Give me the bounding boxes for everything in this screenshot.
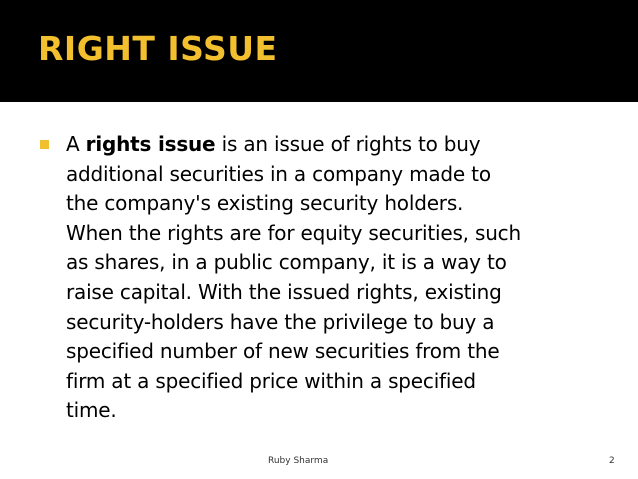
bullet-line: time.	[66, 398, 117, 423]
slide-title: RIGHT ISSUE	[38, 29, 278, 68]
bullet-line: When the rights are for equity securities, such	[66, 220, 521, 245]
bullet-prefix: A	[66, 132, 80, 156]
bullet-line: firm at a specified price within a specified	[66, 368, 476, 393]
bullet-line: as shares, in a public company, it is a way to	[66, 250, 507, 275]
bullet-line-rest: is an issue of rights to buy	[221, 132, 481, 156]
bullet-line: the company's existing security holders.	[66, 191, 464, 216]
square-bullet-icon	[40, 140, 49, 149]
bullet-item	[66, 130, 626, 426]
page-number: 2	[609, 456, 615, 466]
bold-term: rights issue	[85, 132, 216, 156]
footer-author: Ruby Sharma	[268, 456, 329, 466]
bullet-line	[66, 130, 626, 160]
title-bar	[0, 0, 638, 102]
bullet-line: specified number of new securities from the	[66, 339, 500, 364]
bullet-line: security-holders have the privilege to buy a	[66, 309, 495, 334]
bullet-line: raise capital. With the issued rights, existing	[66, 279, 502, 304]
bullet-line: additional securities in a company made to	[66, 161, 491, 186]
